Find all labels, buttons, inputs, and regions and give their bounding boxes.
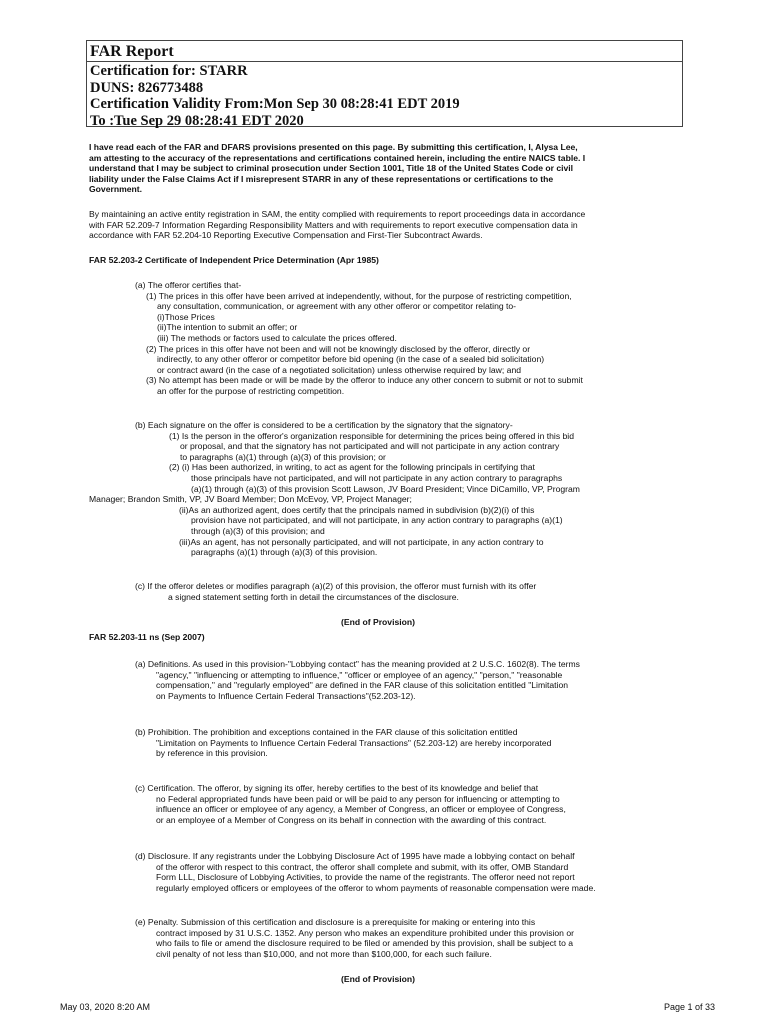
para-line: or an employee of a Member of Congress on its behalf in connection with the awarding of this contract. [156,814,547,825]
report-title-box [86,40,683,62]
para-line: (a)(1) through (a)(3) of this provision Scott Lawson, JV Board President; Vince DiCamillo, VP, Program [191,483,580,494]
para-line: contract imposed by 31 U.S.C. 1352. Any person who makes an expenditure prohibited under this provision or [156,927,574,938]
para-line: (a) Definitions. As used in this provision-"Lobbying contact" has the meaning provided at 2 U.S.C. 1602(8). The terms [135,659,580,669]
para-line: of the offeror with respect to this contract, the offeror shall complete and submit, with its offer, OMB Standard [156,861,569,872]
para-line: (iii) The methods or factors used to calculate the prices offered. [157,332,397,343]
para-line: compensation," and "regularly employed" are defined in the FAR clause of this solicitation entitled "Limitation [156,680,569,691]
para-line: paragraphs (a)(1) through (a)(3) of this provision. [191,547,378,558]
para-line: (2) (i) Has been authorized, in writing, to act as agent for the following principals in certifying that [169,462,535,473]
section2-para-e [135,917,574,959]
para-line: no Federal appropriated funds have been paid or will be paid to any person for influencing or attempting to [156,793,560,804]
end-of-provision-2: (End of Provision) [341,974,415,984]
para-line: (3) No attempt has been made or will be made by the offeror to induce any other concern to submit or not to submit [146,375,583,386]
maintaining-paragraph [89,209,585,241]
attestation-line: liability under the False Claims Act if I misrepresent STARR in any of these representations or certifications to the [89,173,554,184]
para-line: an offer for the purpose of restricting competition. [157,385,345,396]
validity-to: To :Tue Sep 29 08:28:41 EDT 2020 [90,112,304,129]
footer-date: May 03, 2020 8:20 AM [60,1002,151,1012]
para-line: (i)Those Prices [157,311,215,322]
attestation-line: understand that I may be subject to criminal prosecution under Section 1001, Title 18 of the United States Code or civil [89,163,574,174]
section1-para-c [135,581,536,602]
end-of-provision-1: (End of Provision) [341,617,415,627]
report-title: FAR Report [90,43,174,60]
para-line: who fails to file or amend the disclosure required to be filed or amended by this provision, shall be subject to a [156,938,574,949]
para-line: those principals have not participated, and will not participate in any action contrary to paragraphs [191,472,563,483]
para-line: (ii)As an authorized agent, does certify that the principals named in subdivision (b)(2)(i) of this [179,504,535,515]
para-line: (2) The prices in this offer have not been and will not be knowingly disclosed by the offeror, directly or [146,343,531,354]
para-line: (1) The prices in this offer have been arrived at independently, without, for the purpose of restricting competition, [146,290,572,301]
para-line: through (a)(3) of this provision; and [191,525,325,536]
para-line: (c) If the offeror deletes or modifies paragraph (a)(2) of this provision, the offeror must furnish with its offer [135,581,537,591]
para-line: to paragraphs (a)(1) through (a)(3) of this provision; or [180,451,386,462]
para-line: (iii)As an agent, has not personally participated, and will not participate, in any action contrary to [179,536,544,547]
attestation-line: I have read each of the FAR and DFARS provisions presented on this page. By submitting this certification, I, Alysa Lee, [89,142,578,152]
para-line: (e) Penalty. Submission of this certification and disclosure is a prerequisite for making or entering into this [135,917,536,927]
section2-para-a [135,659,580,701]
attestation-line: Government. [89,184,143,195]
para-line: (b) Each signature on the offer is considered to be a certification by the signatory that the signatory- [135,420,513,430]
section2-para-b [135,727,551,759]
para-line: or contract award (in the case of a negotiated solicitation) unless otherwise required by law; and [157,364,522,375]
footer-page-number: Page 1 of 33 [663,1002,715,1012]
section1-para-b [89,420,580,558]
maintaining-line: By maintaining an active entity registration in SAM, the entity complied with requirements to report proceedings data in accordance [89,209,586,219]
para-line: regularly employed officers or employees of the offeror to whom payments of reasonable compensation were made. [156,882,596,893]
para-line: (1) Is the person in the offeror's organization responsible for determining the prices being offered in this bid [169,430,574,441]
para-line: influence an officer or employee of any agency, a Member of Congress, an officer or employee of Congress, [156,804,566,815]
para-line: Manager; Brandon Smith, VP, JV Board Member; Don McEvoy, VP, Project Manager; [89,494,412,505]
para-line: (a) The offeror certifies that- [135,280,242,290]
para-line: by reference in this provision. [156,748,268,759]
section1-para-a [135,280,583,397]
para-line: "agency," "influencing or attempting to influence," "officer or employee of an agency," "person," "reasonable [156,669,563,680]
para-line: or proposal, and that the signatory has not participated and will not participate in any action contrary [180,441,560,452]
duns: DUNS: 826773488 [90,79,204,96]
para-line: indirectly, to any other offeror or competitor before bid opening (in the case of a sealed bid solicitation) [157,354,545,365]
cert-for: Certification for: STARR [90,63,248,79]
validity-from: Certification Validity From:Mon Sep 30 08:28:41 EDT 2019 [90,96,460,112]
para-line: a signed statement setting forth in detail the circumstances of the disclosure. [168,591,459,602]
section2-para-d [135,851,596,893]
para-line: "Limitation on Payments to Influence Certain Federal Transactions" (52.203-12) are hereby incorporated [156,737,552,748]
para-line: on Payments to Influence Certain Federal Transactions"(52.203-12). [156,690,416,701]
certification-header-box [86,61,683,127]
para-line: provision have not participated, and will not participate, in any action contrary to paragraphs (a)(1) [191,515,563,526]
section-heading-52-203-11: FAR 52.203-11 ns (Sep 2007) [89,632,205,642]
para-line: civil penalty of not less than $10,000, and not more than $100,000, for each such failure. [156,948,492,959]
section-heading-52-203-2: FAR 52.203-2 Certificate of Independent Price Determination (Apr 1985) [89,255,379,265]
section2-para-c [135,783,566,825]
para-line: (ii)The intention to submit an offer; or [157,322,298,333]
attestation-paragraph [89,142,585,195]
maintaining-line: with FAR 52.209-7 Information Regarding Responsibility Matters and with requirements to report executive compensation data in [89,219,578,230]
para-line: any consultation, communication, or agreement with any other offeror or competitor relating to- [157,301,517,312]
para-line: (d) Disclosure. If any registrants under the Lobbying Disclosure Act of 1995 have made a lobbying contact on behalf [135,851,575,861]
para-line: (c) Certification. The offeror, by signing its offer, hereby certifies to the best of its knowledge and belief that [135,783,539,793]
para-line: (b) Prohibition. The prohibition and exceptions contained in the FAR clause of this solicitation entitled [135,727,518,737]
attestation-line: am attesting to the accuracy of the representations and certifications contained herein, including the entire NAICS table. I [89,152,586,163]
para-line: Form LLL, Disclosure of Lobbying Activities, to provide the name of the registrants. The offeror need not report [156,872,575,883]
maintaining-line: accordance with FAR 52.204-10 Reporting Executive Compensation and First-Tier Subcontract Awards. [89,230,483,241]
